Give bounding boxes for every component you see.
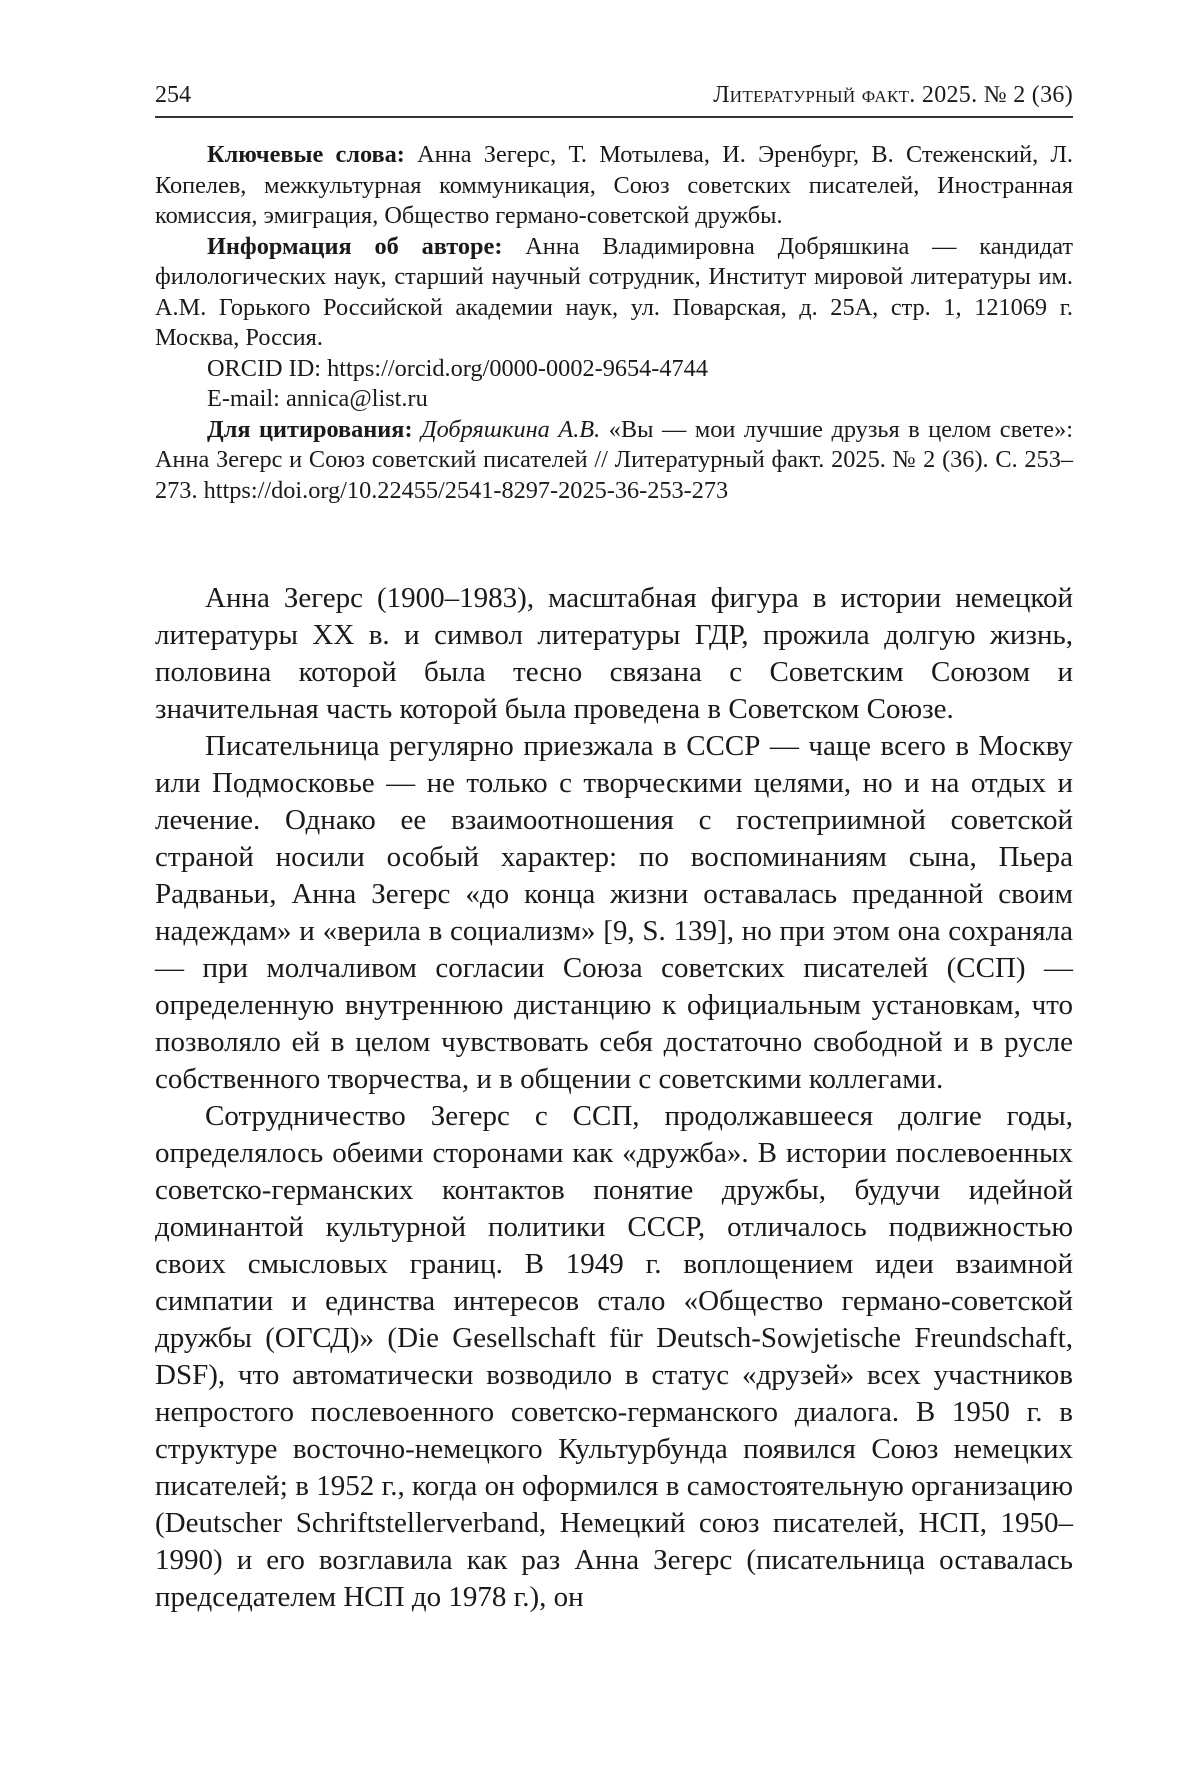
page	[155, 80, 1073, 1616]
citation-author: Добряшкина А.В.	[421, 415, 601, 443]
body-paragraph: Анна Зегерс (1900–1983), масштабная фигура в истории немецкой литературы XX в. и символ литературы ГДР, прожила долгую жизнь, половина которой была тесно связана с Советским Союзом и значительная часть которой была проведена в Советском Союзе.	[155, 582, 1073, 725]
orcid: ORCID ID: https://orcid.org/0000-0002-9654-4744	[207, 354, 708, 382]
citation-label: Для цитирования:	[207, 415, 413, 443]
journal-title: Литературный факт. 2025. № 2 (36)	[713, 82, 1073, 108]
body-paragraph: Писательница регулярно приезжала в СССР — чаще всего в Москву или Подмосковье — не только с творческими целями, но и на отдых и лечение. Однако ее взаимоотношения с гостеприимной советской страной носили особый характер: по воспоминаниям сына, Пьера Радваньи, Анна Зегерс «до конца жизни оставалась преданной своим надеждам» и «верила в социализм» [9, S. 139], но при этом она сохраняла — при молчаливом согласии Союза советских писателей (ССП) — определенную внутреннюю дистанцию к официальным установкам, что позволяло ей в целом чувствовать себя достаточно свободной и в русле собственного творчества, и в общении с советскими коллегами.	[155, 730, 1073, 1095]
page-number: 254	[155, 82, 191, 108]
author-info-label: Информация об авторе:	[207, 232, 503, 260]
keywords-text: Анна Зегерс, Т. Мотылева, И. Эренбург, В. Стеженский, Л. Копелев, межкультурная коммуникация, Союз советских писателей, Иностранная комиссия, эмиграция, Общество германо-советской дружбы.	[155, 141, 1073, 229]
running-header	[155, 80, 1073, 118]
article-metadata	[155, 140, 1073, 506]
body-paragraph: Сотрудничество Зегерс с ССП, продолжавшееся долгие годы, определялось обеими сторонами как «дружба». В истории послевоенных советско-германских контактов понятие дружбы, будучи идейной доминантой культурной политики СССР, отличалось подвижностью своих смысловых границ. В 1949 г. воплощением идеи взаимной симпатии и единства интересов стало «Общество германо-советской дружбы (ОГСД)» (Die Gesellschaft für Deutsch-Sowjetische Freundschaft, DSF), что автоматически возводило в статус «друзей» всех участников непростого послевоенного советско-германского диалога. В 1950 г. в структуре восточно-немецкого Культурбунда появился Союз немецких писателей; в 1952 г., когда он оформился в самостоятельную организацию (Deutscher Schriftstellerverband, Немецкий союз писателей, НСП, 1950–1990) и его возглавила как раз Анна Зегерс (писательница оставалась председателем НСП до 1978 г.), он	[155, 1100, 1073, 1613]
article-body	[155, 580, 1073, 1616]
citation-text: «Вы — мои лучшие друзья в целом свете»: Анна Зегерс и Союз советский писателей // Литературный факт. 2025. № 2 (36). С. 253–273. https://doi.org/10.22455/2541-8297-2025-36-253-273	[155, 415, 1073, 504]
keywords-label: Ключевые слова:	[207, 141, 405, 168]
keywords	[155, 140, 1073, 232]
citation	[155, 415, 1073, 507]
author-info-text: Анна Владимировна Добряшкина — кандидат филологических наук, старший научный сотрудник, Институт мировой литературы им. А.М. Горького Российской академии наук, ул. Поварская, д. 25А, стр. 1, 121069 г. Москва, Россия.	[155, 232, 1073, 351]
email: E-mail: annica@list.ru	[207, 385, 428, 412]
author-info	[155, 232, 1073, 354]
